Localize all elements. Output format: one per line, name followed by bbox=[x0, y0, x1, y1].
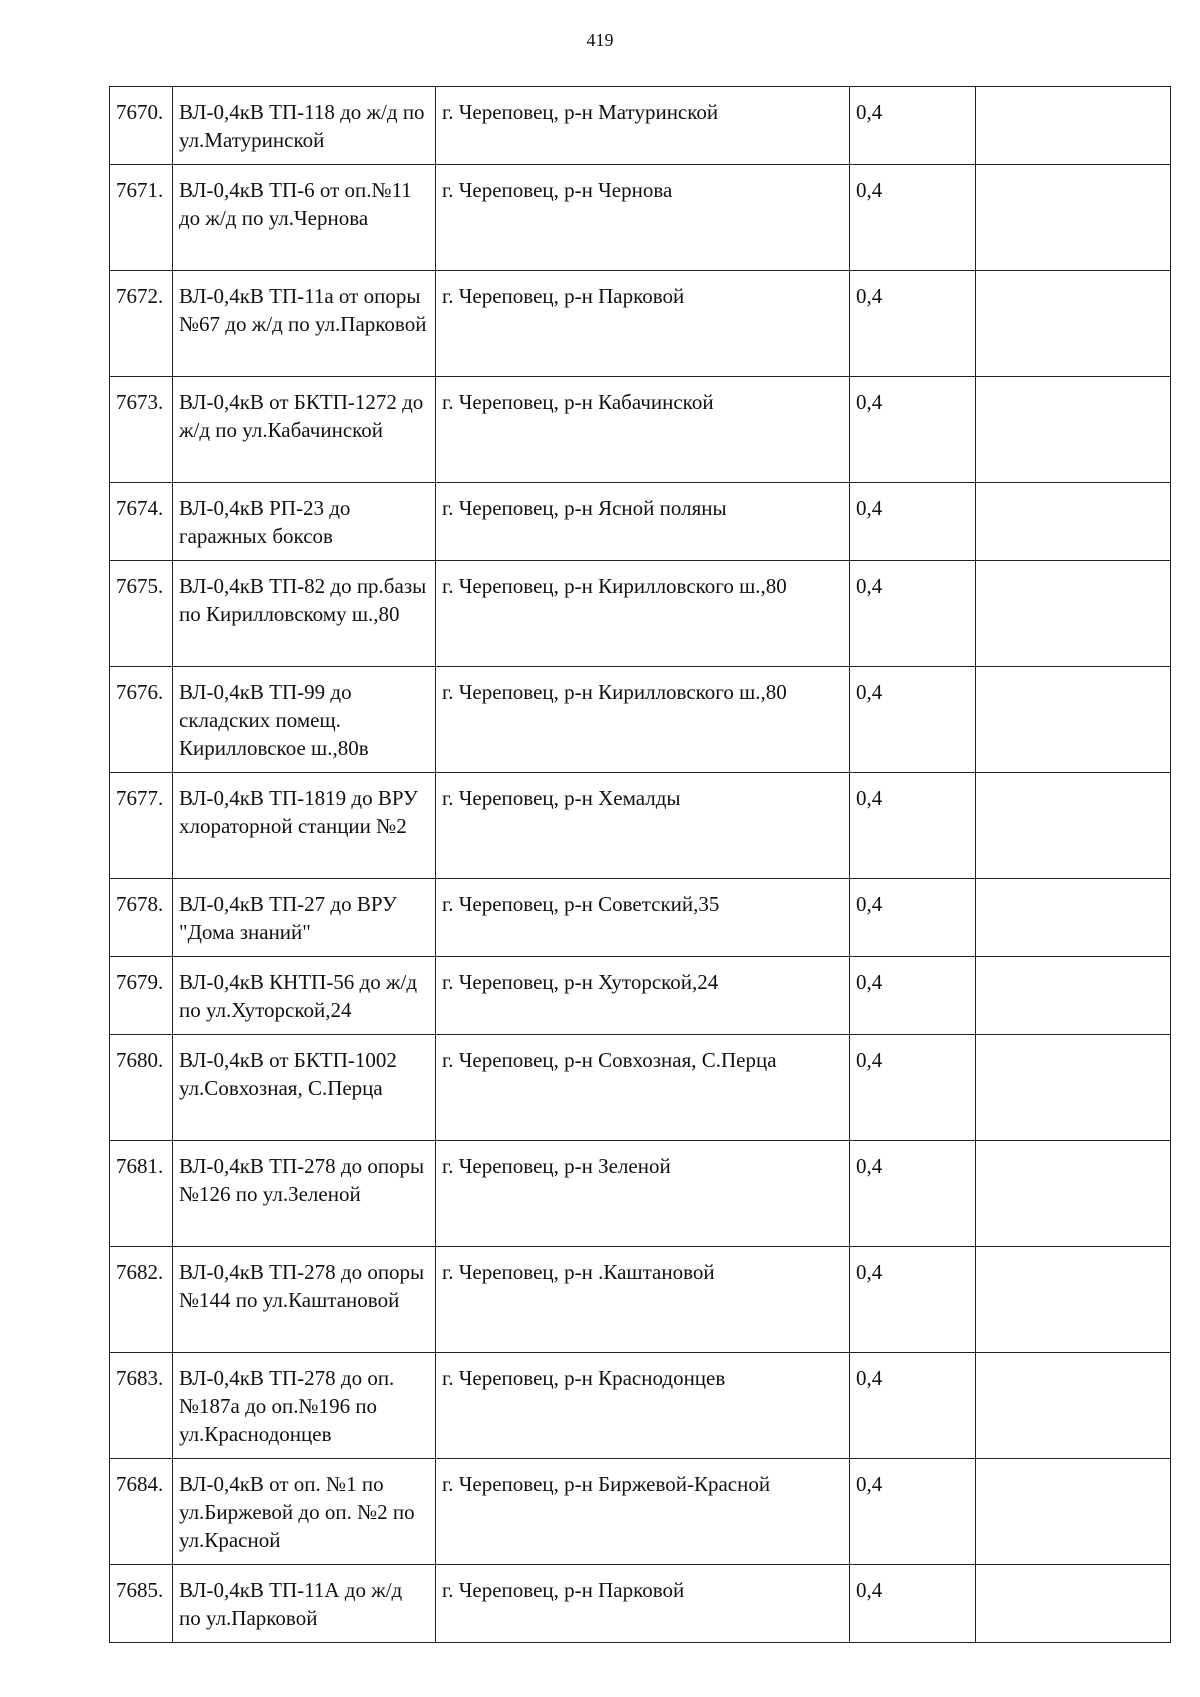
row-number: 7682. bbox=[110, 1247, 173, 1353]
line-name: ВЛ-0,4кВ ТП-278 до опоры №126 по ул.Зеленой bbox=[173, 1141, 436, 1247]
row-number: 7671. bbox=[110, 165, 173, 271]
table-row bbox=[110, 773, 1171, 879]
line-name: ВЛ-0,4кВ ТП-82 до пр.базы по Кирилловскому ш.,80 bbox=[173, 561, 436, 667]
voltage: 0,4 bbox=[850, 667, 976, 773]
location: г. Череповец, р-н Краснодонцев bbox=[436, 1353, 850, 1459]
table-row bbox=[110, 377, 1171, 483]
row-number: 7680. bbox=[110, 1035, 173, 1141]
table-row bbox=[110, 483, 1171, 561]
line-name: ВЛ-0,4кВ ТП-278 до оп.№187а до оп.№196 по ул.Краснодонцев bbox=[173, 1353, 436, 1459]
row-number: 7685. bbox=[110, 1565, 173, 1643]
voltage: 0,4 bbox=[850, 271, 976, 377]
location: г. Череповец, р-н Кирилловского ш.,80 bbox=[436, 561, 850, 667]
table-row bbox=[110, 271, 1171, 377]
empty-cell bbox=[976, 1459, 1171, 1565]
voltage: 0,4 bbox=[850, 957, 976, 1035]
line-name: ВЛ-0,4кВ от БКТП-1002 ул.Совхозная, С.Перца bbox=[173, 1035, 436, 1141]
location: г. Череповец, р-н Матуринской bbox=[436, 87, 850, 165]
line-name: ВЛ-0,4кВ ТП-278 до опоры №144 по ул.Каштановой bbox=[173, 1247, 436, 1353]
location: г. Череповец, р-н Чернова bbox=[436, 165, 850, 271]
location: г. Череповец, р-н Ясной поляны bbox=[436, 483, 850, 561]
location: г. Череповец, р-н Парковой bbox=[436, 271, 850, 377]
voltage: 0,4 bbox=[850, 1565, 976, 1643]
line-name: ВЛ-0,4кВ ТП-11а от опоры №67 до ж/д по ул.Парковой bbox=[173, 271, 436, 377]
table-row bbox=[110, 1353, 1171, 1459]
location: г. Череповец, р-н Хемалды bbox=[436, 773, 850, 879]
voltage: 0,4 bbox=[850, 483, 976, 561]
location: г. Череповец, р-н Кирилловского ш.,80 bbox=[436, 667, 850, 773]
row-number: 7674. bbox=[110, 483, 173, 561]
empty-cell bbox=[976, 1565, 1171, 1643]
line-name: ВЛ-0,4кВ ТП-118 до ж/д по ул.Матуринской bbox=[173, 87, 436, 165]
empty-cell bbox=[976, 1141, 1171, 1247]
empty-cell bbox=[976, 957, 1171, 1035]
empty-cell bbox=[976, 1035, 1171, 1141]
voltage: 0,4 bbox=[850, 87, 976, 165]
empty-cell bbox=[976, 165, 1171, 271]
row-number: 7673. bbox=[110, 377, 173, 483]
empty-cell bbox=[976, 1247, 1171, 1353]
row-number: 7681. bbox=[110, 1141, 173, 1247]
voltage: 0,4 bbox=[850, 377, 976, 483]
table-row bbox=[110, 1035, 1171, 1141]
row-number: 7675. bbox=[110, 561, 173, 667]
row-number: 7684. bbox=[110, 1459, 173, 1565]
voltage: 0,4 bbox=[850, 1247, 976, 1353]
voltage: 0,4 bbox=[850, 1141, 976, 1247]
location: г. Череповец, р-н Биржевой-Красной bbox=[436, 1459, 850, 1565]
table-row bbox=[110, 1565, 1171, 1643]
table-row bbox=[110, 165, 1171, 271]
empty-cell bbox=[976, 1353, 1171, 1459]
empty-cell bbox=[976, 483, 1171, 561]
voltage: 0,4 bbox=[850, 165, 976, 271]
empty-cell bbox=[976, 773, 1171, 879]
line-name: ВЛ-0,4кВ от оп. №1 по ул.Биржевой до оп. №2 по ул.Красной bbox=[173, 1459, 436, 1565]
voltage: 0,4 bbox=[850, 1459, 976, 1565]
location: г. Череповец, р-н Парковой bbox=[436, 1565, 850, 1643]
line-name: ВЛ-0,4кВ ТП-27 до ВРУ "Дома знаний" bbox=[173, 879, 436, 957]
line-name: ВЛ-0,4кВ ТП-99 до складских помещ. Кирилловское ш.,80в bbox=[173, 667, 436, 773]
line-name: ВЛ-0,4кВ ТП-11А до ж/д по ул.Парковой bbox=[173, 1565, 436, 1643]
empty-cell bbox=[976, 87, 1171, 165]
voltage: 0,4 bbox=[850, 879, 976, 957]
line-name: ВЛ-0,4кВ РП-23 до гаражных боксов bbox=[173, 483, 436, 561]
row-number: 7679. bbox=[110, 957, 173, 1035]
location: г. Череповец, р-н Совхозная, С.Перца bbox=[436, 1035, 850, 1141]
location: г. Череповец, р-н Советский,35 bbox=[436, 879, 850, 957]
empty-cell bbox=[976, 879, 1171, 957]
line-name: ВЛ-0,4кВ ТП-1819 до ВРУ хлораторной станции №2 bbox=[173, 773, 436, 879]
location: г. Череповец, р-н Зеленой bbox=[436, 1141, 850, 1247]
table-row bbox=[110, 1141, 1171, 1247]
table-row bbox=[110, 957, 1171, 1035]
line-name: ВЛ-0,4кВ ТП-6 от оп.№11 до ж/д по ул.Чернова bbox=[173, 165, 436, 271]
table-row bbox=[110, 1459, 1171, 1565]
table-row bbox=[110, 667, 1171, 773]
empty-cell bbox=[976, 377, 1171, 483]
row-number: 7683. bbox=[110, 1353, 173, 1459]
registry-table bbox=[109, 86, 1171, 1643]
table-row bbox=[110, 87, 1171, 165]
location: г. Череповец, р-н Хуторской,24 bbox=[436, 957, 850, 1035]
line-name: ВЛ-0,4кВ КНТП-56 до ж/д по ул.Хуторской,24 bbox=[173, 957, 436, 1035]
row-number: 7670. bbox=[110, 87, 173, 165]
empty-cell bbox=[976, 667, 1171, 773]
row-number: 7678. bbox=[110, 879, 173, 957]
empty-cell bbox=[976, 271, 1171, 377]
location: г. Череповец, р-н Кабачинской bbox=[436, 377, 850, 483]
row-number: 7676. bbox=[110, 667, 173, 773]
page-number: 419 bbox=[586, 30, 614, 50]
location: г. Череповец, р-н .Каштановой bbox=[436, 1247, 850, 1353]
empty-cell bbox=[976, 561, 1171, 667]
line-name: ВЛ-0,4кВ от БКТП-1272 до ж/д по ул.Кабачинской bbox=[173, 377, 436, 483]
table-row bbox=[110, 561, 1171, 667]
voltage: 0,4 bbox=[850, 1353, 976, 1459]
table-row bbox=[110, 1247, 1171, 1353]
table-row bbox=[110, 879, 1171, 957]
voltage: 0,4 bbox=[850, 1035, 976, 1141]
row-number: 7677. bbox=[110, 773, 173, 879]
voltage: 0,4 bbox=[850, 773, 976, 879]
row-number: 7672. bbox=[110, 271, 173, 377]
voltage: 0,4 bbox=[850, 561, 976, 667]
